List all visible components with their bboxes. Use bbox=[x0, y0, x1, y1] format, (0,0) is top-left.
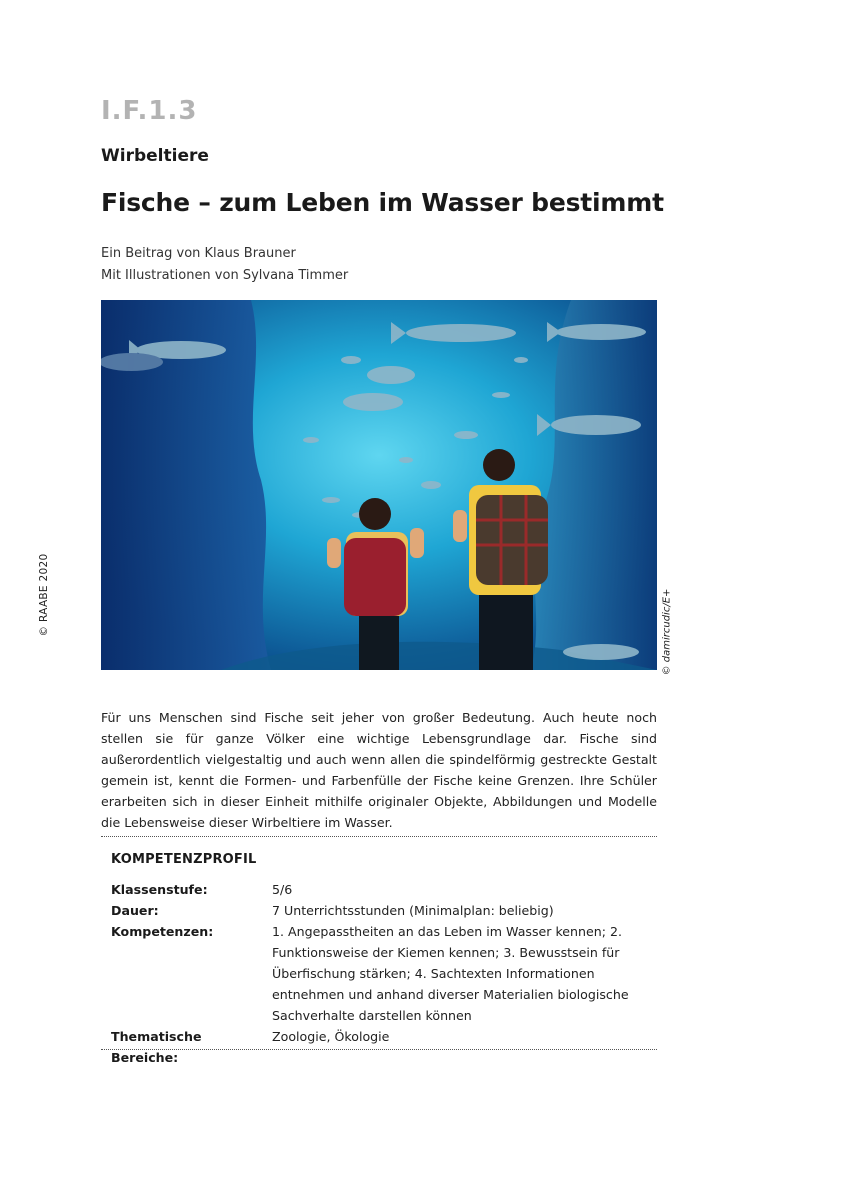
row-value: Zoologie, Ökologie bbox=[272, 1029, 390, 1044]
row-label: Kompetenzen: bbox=[111, 924, 214, 939]
aquarium-photo bbox=[101, 300, 657, 670]
row-label: Dauer: bbox=[111, 903, 159, 918]
row-value: 7 Unterrichtsstunden (Minimalplan: beliebig) bbox=[272, 903, 554, 918]
profile-row-duration bbox=[111, 900, 657, 921]
topic-heading: Wirbeltiere bbox=[101, 146, 209, 166]
profile-row-topics bbox=[111, 1026, 657, 1068]
photo-credit: © damircudic/E+ bbox=[661, 588, 673, 676]
divider-top bbox=[101, 836, 657, 837]
divider-bottom bbox=[101, 1049, 657, 1050]
profile-row-competencies bbox=[111, 921, 657, 1026]
row-value: 5/6 bbox=[272, 882, 293, 897]
intro-paragraph: Für uns Menschen sind Fische seit jeher von großer Bedeutung. Auch heute noch stellen sie für ganze Völker eine wichtige Lebensgrundlage dar. Fische sind außerordentlich vielgestaltig und auch wenn allen die spindelförmig gestreckte Gestalt gemein ist, kennt die Formen- und Farbenfülle der Fische keine Grenzen. Ihre Schüler erarbeiten sich in dieser Einheit mithilfe originaler Objekte, Abbildungen und Modelle die Lebensweise dieser Wirbeltiere im Wasser. bbox=[101, 710, 657, 830]
row-label: Thematische Bereiche: bbox=[111, 1029, 202, 1065]
page-title: Fische – zum Leben im Wasser bestimmt bbox=[101, 188, 664, 217]
copyright-notice: © RAABE 2020 bbox=[38, 553, 50, 637]
author-line: Ein Beitrag von Klaus Brauner bbox=[101, 246, 296, 261]
unit-code: I.F.1.3 bbox=[101, 96, 198, 126]
profile-heading: KOMPETENZPROFIL bbox=[111, 852, 257, 867]
profile-row-grade bbox=[111, 879, 657, 900]
row-value: 1. Angepasstheiten an das Leben im Wasser kennen; 2. Funktionsweise der Kiemen kennen; 3. Bewusstsein für Überfischung stärken; 4. Sachtexten Informationen entnehmen und anhand diverser Materialien biologische Sachverhalte darstellen können bbox=[272, 924, 629, 1023]
row-label: Klassenstufe: bbox=[111, 882, 208, 897]
competence-profile bbox=[111, 852, 657, 1068]
illustrator-line: Mit Illustrationen von Sylvana Timmer bbox=[101, 268, 349, 283]
